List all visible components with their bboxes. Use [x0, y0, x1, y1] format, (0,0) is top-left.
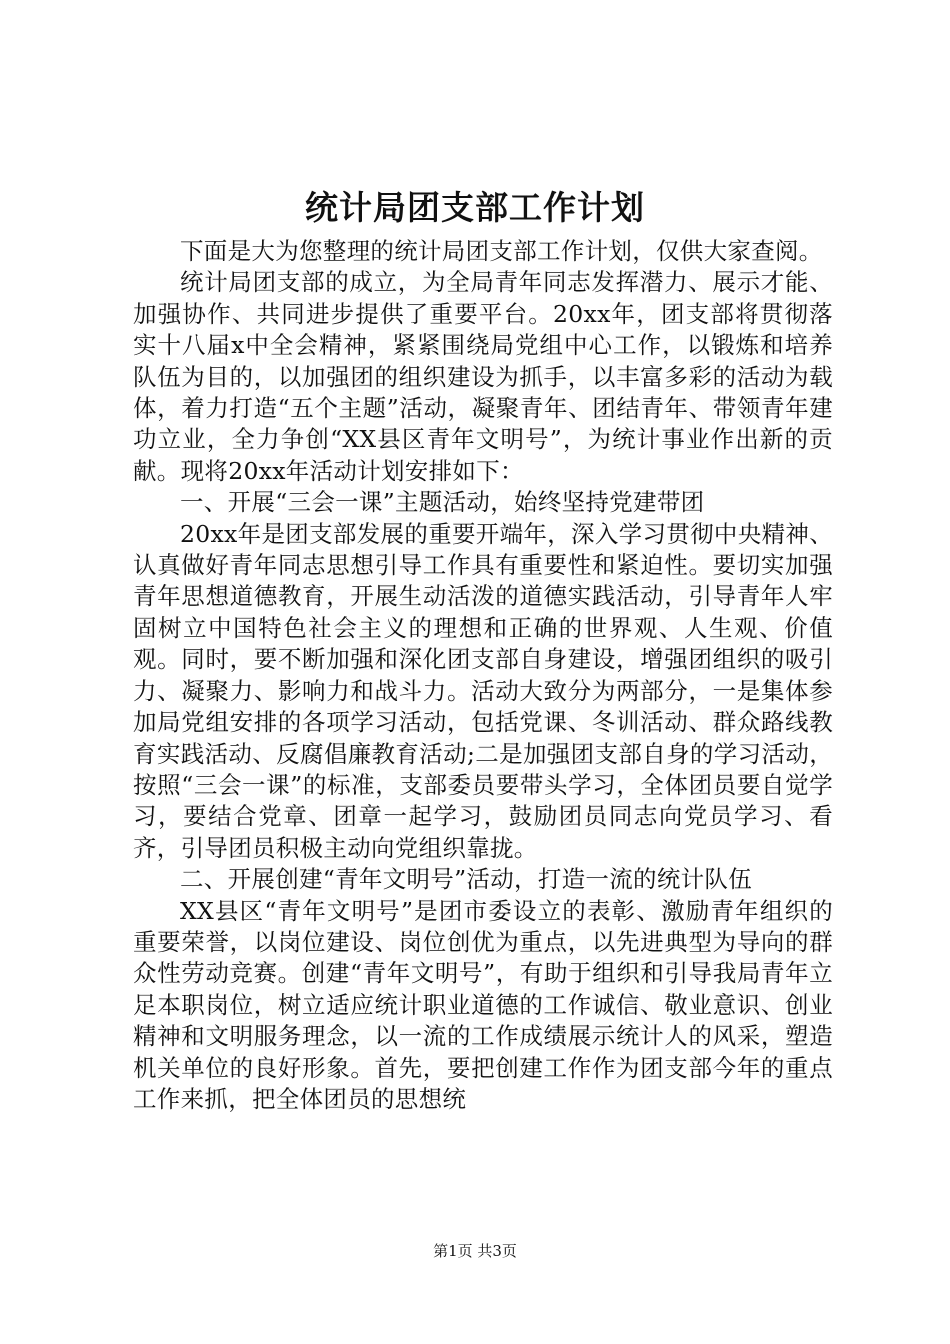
document-body: [133, 236, 833, 1115]
document-title: 统计局团支部工作计划: [305, 188, 645, 227]
paragraph-intro: 下面是大为您整理的统计局团支部工作计划，仅供大家查阅。: [180, 237, 823, 265]
paragraph-section-2: XX县区“青年文明号”是团市委设立的表彰、激励青年组织的重要荣誉，以岗位建设、岗位创优为重点，以先进典型为导向的群众性劳动竞赛。创建“青年文明号”，有助于组织和引导我局青年立足本职岗位，树立适应统计职业道德的工作诚信、敬业意识、创业精神和文明服务理念，以一流的工作成绩展示统计人的风采，塑造机关单位的良好形象。首先，要把创建工作作为团支部今年的重点工作来抓，把全体团员的思想统: [133, 896, 833, 1113]
section-heading-1: 一、开展“三会一课”主题活动，始终坚持党建带团: [180, 488, 705, 517]
paragraph-overview: 统计局团支部的成立，为全局青年同志发挥潜力、展示才能、加强协作、共同进步提供了重要平台。20xx年，团支部将贯彻落实十八届x中全会精神，紧紧围绕局党组中心工作，以锻炼和培养队伍为目的，以加强团的组织建设为抓手，以丰富多彩的活动为载体，着力打造“五个主题”活动，凝聚青年、团结青年、带领青年建功立业，全力争创“XX县区青年文明号”，为统计事业作出新的贡献。现将20xx年活动计划安排如下：: [133, 268, 833, 485]
paragraph-section-1: 20xx年是团支部发展的重要开端年，深入学习贯彻中央精神、认真做好青年同志思想引导工作具有重要性和紧迫性。要切实加强青年思想道德教育，开展生动活泼的道德实践活动，引导青年人牢固树立中国特色社会主义的理想和正确的世界观、人生观、价值观。同时，要不断加强和深化团支部自身建设，增强团组织的吸引力、凝聚力、影响力和战斗力。活动大致分为两部分，一是集体参加局党组安排的各项学习活动，包括党课、冬训活动、群众路线教育实践活动、反腐倡廉教育活动;二是加强团支部自身的学习活动，按照“三会一课”的标准，支部委员要带头学习，全体团员要自觉学习，要结合党章、团章一起学习，鼓励团员同志向党员学习、看齐，引导团员积极主动向党组织靠拢。: [133, 519, 833, 862]
section-heading-2: 二、开展创建“青年文明号”活动，打造一流的统计队伍: [180, 865, 753, 894]
page-footer: 第1页 共3页: [433, 1242, 517, 1260]
